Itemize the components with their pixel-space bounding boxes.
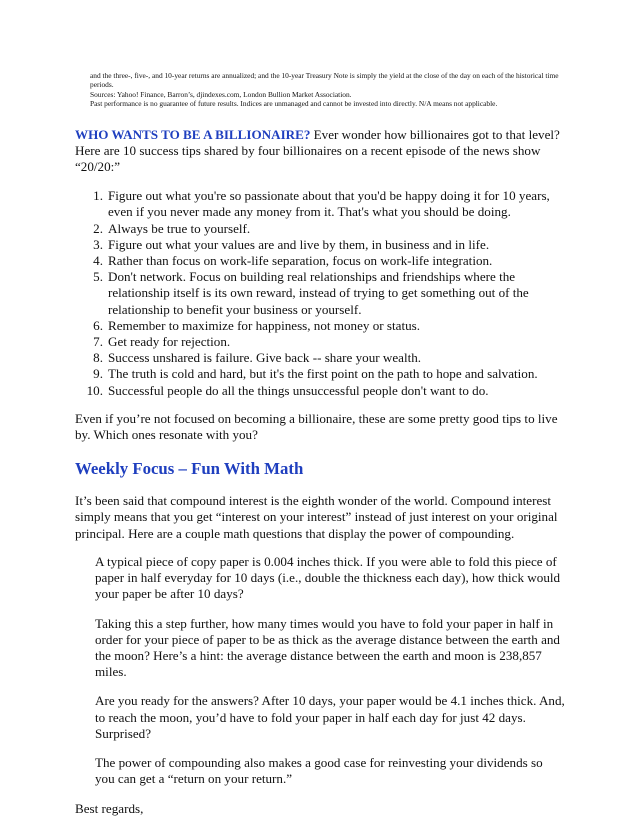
footnotes <box>90 71 565 109</box>
list-item-text: Always be true to yourself. <box>108 220 251 236</box>
list-item-number: 9. <box>93 366 103 382</box>
list-item-text: Remember to maximize for happiness, not money or status. <box>108 317 420 333</box>
list-item <box>75 269 565 318</box>
list-item-text: Don't network. Focus on building real relationships and friendships where the relationship itself is its own reward, instead of trying to get something out of the relationship to benefit your business or yourself. <box>108 269 529 317</box>
list-item-number: 8. <box>93 350 103 366</box>
weekly-focus-heading: Weekly Focus – Fun With Math <box>75 459 304 479</box>
list-item-number: 5. <box>93 269 103 285</box>
list-item <box>75 350 565 366</box>
signoff: Best regards, <box>75 801 144 817</box>
list-item-number: 3. <box>93 236 103 252</box>
list-item-text: Figure out what your values are and live by them, in business and in life. <box>108 236 490 252</box>
list-item <box>75 253 565 269</box>
list-item-text: Figure out what you're so passionate about that you'd be happy doing it for 10 years, even if you never made any money from it. That's what you should be doing. <box>108 188 550 220</box>
list-item <box>75 188 565 220</box>
list-item-number: 6. <box>93 317 103 333</box>
footnote-sources: Sources: Yahoo! Finance, Barron’s, djindexes.com, London Bullion Market Association. <box>90 89 352 99</box>
billionaire-intro <box>75 127 565 176</box>
list-item <box>75 366 565 382</box>
math-questions-block <box>95 554 565 787</box>
paper-thickness-question: A typical piece of copy paper is 0.004 inches thick. If you were able to fold this piece of paper in half everyday for 10 days (i.e., double the thickness each day), how thick would your paper be after 10 days? <box>95 553 561 602</box>
footnote-methodology: and the three-, five-, and 10-year returns are annualized; and the 10-year Treasury Note is simply the yield at the close of the day on each of the historical time periods. <box>90 71 559 90</box>
billionaire-section <box>75 127 565 444</box>
list-item-number: 4. <box>93 253 103 269</box>
list-item <box>75 237 565 253</box>
answers-paragraph: Are you ready for the answers? After 10 days, your paper would be 4.1 inches thick. And, to reach the moon, you’d have to fold your paper in half each day for just 42 days. Surprised? <box>95 693 565 741</box>
list-item-text: Successful people do all the things unsuccessful people don't want to do. <box>108 382 489 398</box>
weekly-focus-section <box>75 493 565 817</box>
list-item-text: The truth is cold and hard, but it's the first point on the path to hope and salvation. <box>108 366 538 382</box>
list-item-number: 10. <box>86 382 103 398</box>
list-item-text: Success unshared is failure. Give back -- share your wealth. <box>108 350 422 366</box>
weekly-focus-intro: It’s been said that compound interest is the eighth wonder of the world. Compound interest simply means that you get “interest on your interest” instead of just interest on your original principal. Here are a couple math questions that display the power of compounding. <box>75 493 558 541</box>
billionaire-closing: Even if you’re not focused on becoming a billionaire, these are some pretty good tips to live by. Which ones resonate with you? <box>75 410 558 443</box>
document-page <box>75 71 565 818</box>
list-item-text: Get ready for rejection. <box>108 334 231 350</box>
list-item-number: 2. <box>93 220 103 236</box>
billionaire-headline: WHO WANTS TO BE A BILLIONAIRE? <box>75 126 311 142</box>
billionaire-intro-text: Ever wonder how billionaires got to that level? Here are 10 success tips shared by four billionaires on a recent episode of the news show “20/20:” <box>75 126 560 175</box>
list-item <box>75 334 565 350</box>
list-item-text: Rather than focus on work-life separation, focus on work-life integration. <box>108 253 493 269</box>
list-item-number: 7. <box>93 334 103 350</box>
success-tips-list <box>75 188 565 399</box>
list-item-number: 1. <box>93 188 103 204</box>
compounding-paragraph: The power of compounding also makes a good case for reinvesting your dividends so you can get a “return on your return.” <box>95 754 543 787</box>
list-item <box>75 221 565 237</box>
list-item <box>75 383 565 399</box>
moon-distance-question: Taking this a step further, how many times would you have to fold your paper in half in order for your piece of paper to be as thick as the average distance between the earth and the moon? Here’s a hint: the average distance between the earth and moon is 238,857 miles. <box>95 615 560 680</box>
footnote-disclaimer: Past performance is no guarantee of future results. Indices are unmanaged and cannot be invested into directly. N/A means not applicable. <box>90 99 498 109</box>
list-item <box>75 318 565 334</box>
